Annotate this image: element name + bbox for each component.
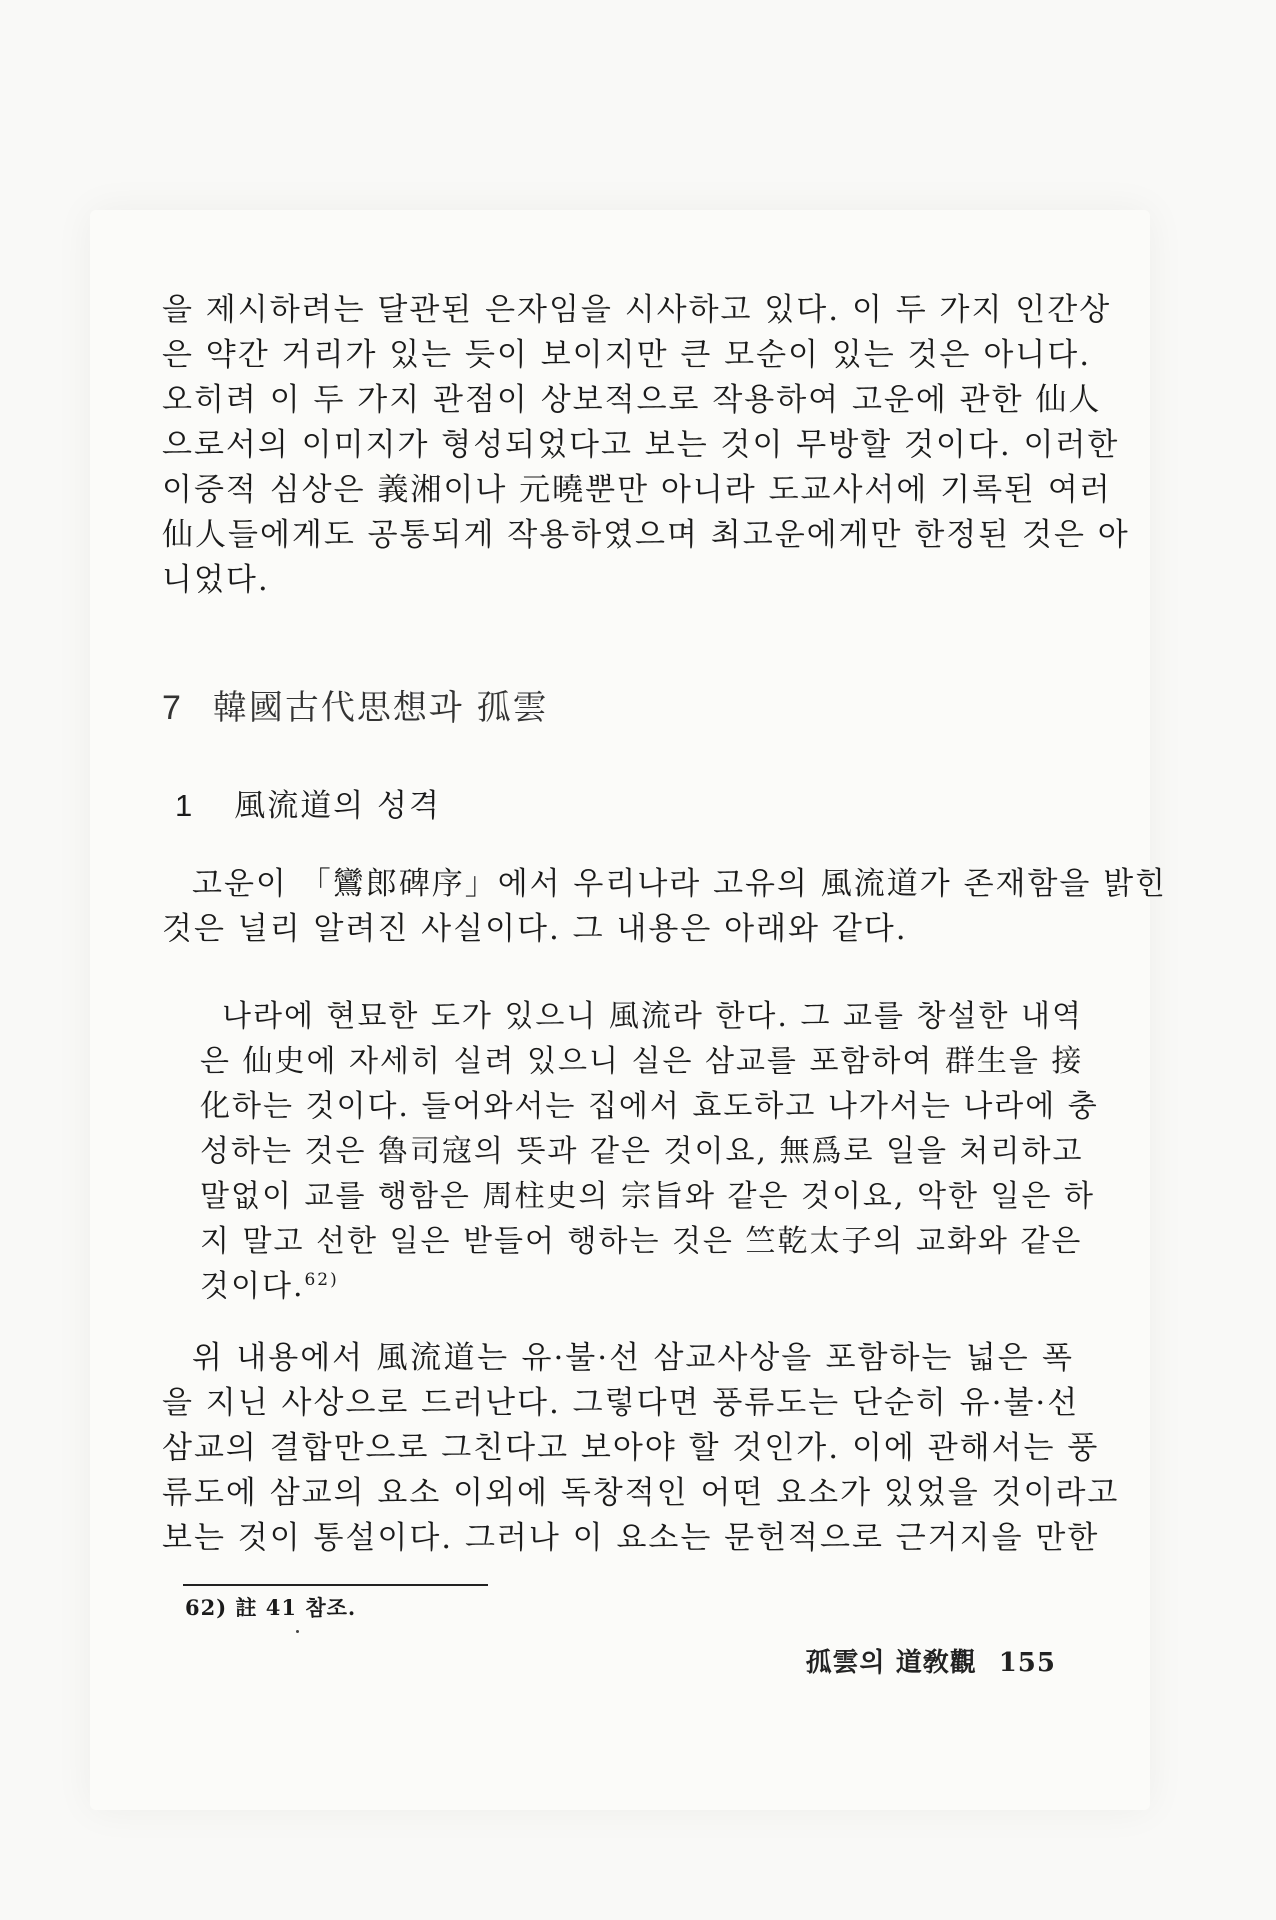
subsection-heading <box>175 780 441 825</box>
text-line: 은 약간 거리가 있는 듯이 보이지만 큰 모순이 있는 것은 아니다. <box>162 337 1092 373</box>
text-line: 고운이 「鸞郎碑序」에서 우리나라 고유의 風流道가 존재함을 밝힌 <box>192 866 1168 902</box>
text-line: 을 제시하려는 달관된 은자임을 시사하고 있다. 이 두 가지 인간상 <box>162 292 1112 328</box>
scan-speck <box>296 1630 299 1633</box>
page-number: 155 <box>998 1648 1056 1678</box>
subsection-number: 1 <box>175 788 195 823</box>
text-line: 오히려 이 두 가지 관점이 상보적으로 작용하여 고운에 관한 仙人 <box>162 382 1102 418</box>
quote-text: 것이다. <box>200 1269 305 1304</box>
text-line: 류도에 삼교의 요소 이외에 독창적인 어떤 요소가 있었을 것이라고 <box>162 1475 1120 1511</box>
paragraph-intro <box>162 862 1168 952</box>
footnote-divider <box>183 1584 488 1586</box>
running-footer-title: 孤雲의 道敎觀 <box>805 1648 977 1678</box>
text-line: 으로서의 이미지가 형성되었다고 보는 것이 무방할 것이다. 이러한 <box>162 427 1120 463</box>
running-footer <box>806 1642 1056 1679</box>
text-line: 위 내용에서 風流道는 유·불·선 삼교사상을 포함하는 넓은 폭 <box>192 1340 1074 1376</box>
section-number: 7 <box>162 689 183 727</box>
quote-line: 성하는 것은 魯司寇의 뜻과 같은 것이요, 無爲로 일을 처리하고 <box>200 1134 1084 1169</box>
section-heading <box>162 680 549 729</box>
text-line: 보는 것이 통설이다. 그러나 이 요소는 문헌적으로 근거지을 만한 <box>162 1520 1100 1556</box>
quote-line: 은 仙史에 자세히 실려 있으니 실은 삼교를 포함하여 群生을 接 <box>200 1044 1084 1079</box>
footnote-reference: 62) <box>304 1270 339 1290</box>
paragraph-top <box>162 288 1130 603</box>
footnote: 62) 註 41 참조. <box>185 1595 357 1620</box>
text-line: 니었다. <box>162 562 270 598</box>
quote-line-last <box>200 1264 1074 1309</box>
quote-line: 나라에 현묘한 도가 있으니 風流라 한다. 그 교를 창설한 내역 <box>222 999 1083 1034</box>
block-quotation <box>200 994 1099 1309</box>
text-line: 것은 널리 알려진 사실이다. 그 내용은 아래와 같다. <box>162 911 908 947</box>
text-line: 仙人들에게도 공통되게 작용하였으며 최고운에게만 한정된 것은 아 <box>162 517 1130 553</box>
text-line: 삼교의 결합만으로 그친다고 보아야 할 것인가. 이에 관해서는 풍 <box>162 1430 1100 1466</box>
quote-line: 지 말고 선한 일은 받들어 행하는 것은 竺乾太子의 교화와 같은 <box>200 1224 1083 1259</box>
text-line: 이중적 심상은 義湘이나 元曉뿐만 아니라 도교사서에 기록된 여러 <box>162 472 1112 508</box>
quote-line: 말없이 교를 행함은 周柱史의 宗旨와 같은 것이요, 악한 일은 하 <box>200 1179 1095 1214</box>
text-line: 을 지닌 사상으로 드러난다. 그렇다면 풍류도는 단순히 유·불·선 <box>162 1385 1080 1421</box>
paragraph-analysis <box>162 1336 1120 1561</box>
subsection-title: 風流道의 성격 <box>234 788 441 824</box>
section-title: 韓國古代思想과 孤雲 <box>212 688 549 728</box>
quote-line: 化하는 것이다. 들어와서는 집에서 효도하고 나가서는 나라에 충 <box>200 1089 1099 1124</box>
